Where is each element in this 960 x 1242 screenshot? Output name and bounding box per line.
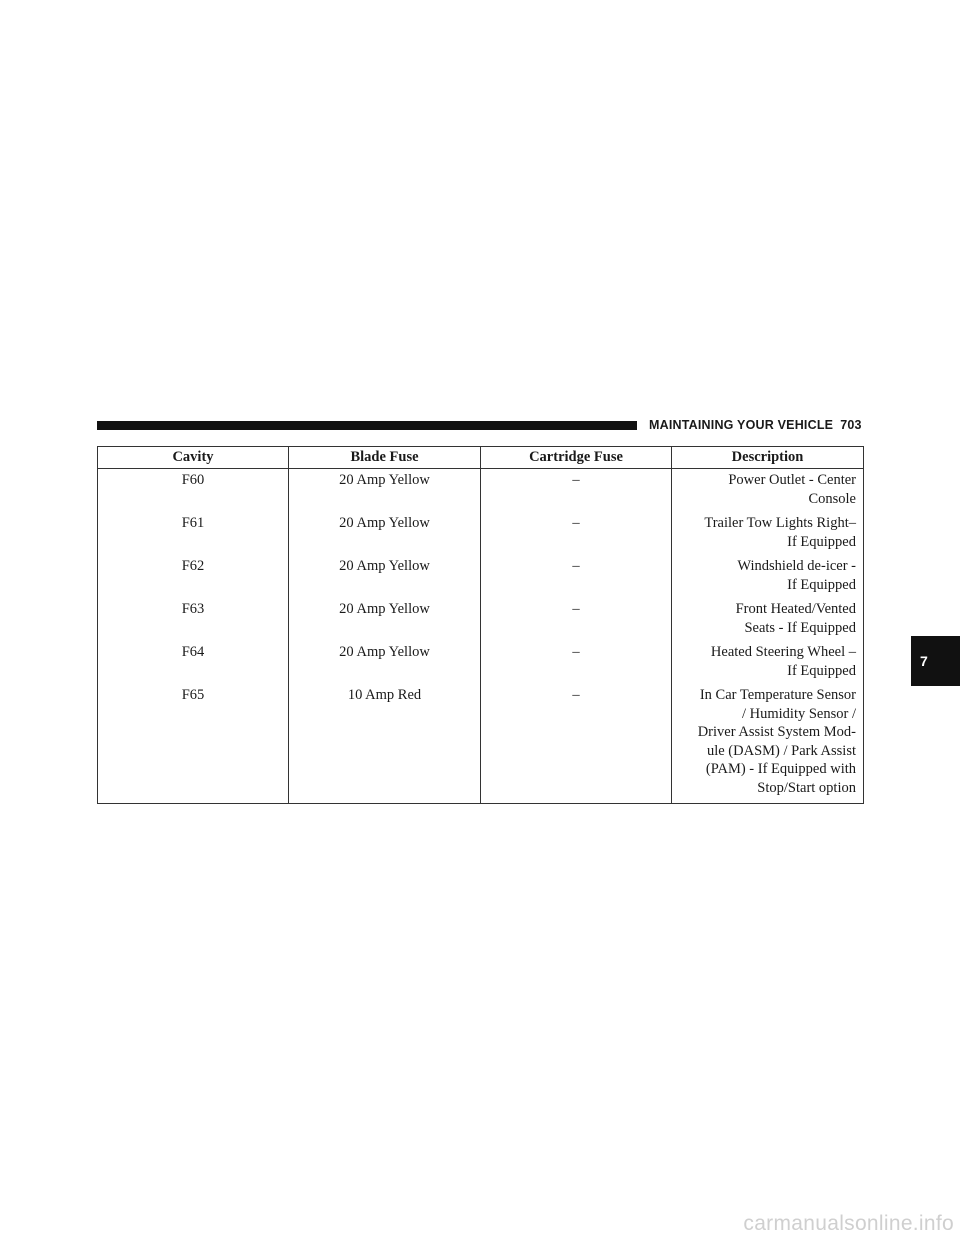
description-line: Windshield de-icer -: [737, 558, 856, 574]
description-line: Front Heated/Vented: [735, 601, 856, 617]
table-row: [98, 641, 864, 684]
cell-blade-fuse: 20 Amp Yellow: [289, 512, 481, 555]
cell-cartridge-fuse: –: [481, 684, 672, 804]
cell-description: [672, 555, 864, 598]
cell-description: [672, 684, 864, 804]
description-line: Console: [808, 490, 856, 507]
description-line: If Equipped: [787, 576, 856, 593]
chapter-tab: 7: [911, 636, 960, 686]
description-line: Stop/Start option: [757, 779, 856, 796]
cell-cartridge-fuse: –: [481, 512, 672, 555]
table-header-row: [98, 447, 864, 469]
watermark: carmanualsonline.info: [743, 1212, 954, 1235]
table-row: [98, 512, 864, 555]
cell-blade-fuse: 20 Amp Yellow: [289, 598, 481, 641]
cell-cartridge-fuse: –: [481, 641, 672, 684]
cell-cavity: F65: [98, 684, 289, 804]
cell-cavity: F60: [98, 469, 289, 513]
column-header-blade-fuse: Blade Fuse: [289, 447, 481, 469]
column-header-cartridge-fuse: Cartridge Fuse: [481, 447, 672, 469]
cell-description: [672, 598, 864, 641]
cell-blade-fuse: 20 Amp Yellow: [289, 469, 481, 513]
cell-cartridge-fuse: –: [481, 598, 672, 641]
column-header-description: Description: [672, 447, 864, 469]
header-rule: [97, 421, 637, 430]
description-line: (PAM) - If Equipped with: [705, 761, 856, 777]
page-number: 703: [840, 418, 862, 432]
description-line: In Car Temperature Sensor: [699, 687, 856, 703]
table-body: [98, 469, 864, 804]
cell-cavity: F62: [98, 555, 289, 598]
cell-description: [672, 641, 864, 684]
cell-cartridge-fuse: –: [481, 555, 672, 598]
description-line: / Humidity Sensor /: [742, 705, 856, 722]
description-line: If Equipped: [787, 533, 856, 550]
column-header-cavity: Cavity: [98, 447, 289, 469]
section-title: MAINTAINING YOUR VEHICLE: [649, 418, 834, 432]
description-line: Trailer Tow Lights Right–: [704, 515, 856, 531]
cell-cavity: F63: [98, 598, 289, 641]
table-row: [98, 598, 864, 641]
cell-cavity: F61: [98, 512, 289, 555]
description-line: Power Outlet - Center: [728, 472, 856, 488]
cell-description: [672, 512, 864, 555]
running-header: [649, 418, 862, 432]
description-line: If Equipped: [787, 662, 856, 679]
description-line: ule (DASM) / Park Assist: [706, 742, 856, 759]
cell-cartridge-fuse: –: [481, 469, 672, 513]
table-row: [98, 555, 864, 598]
cell-cavity: F64: [98, 641, 289, 684]
description-line: Driver Assist System Mod-: [697, 724, 856, 740]
cell-blade-fuse: 20 Amp Yellow: [289, 555, 481, 598]
cell-description: [672, 469, 864, 513]
description-line: Seats - If Equipped: [744, 619, 856, 636]
description-line: Heated Steering Wheel –: [710, 644, 856, 660]
table-row: [98, 469, 864, 513]
table-row: [98, 684, 864, 804]
cell-blade-fuse: 20 Amp Yellow: [289, 641, 481, 684]
fuse-table: [97, 446, 864, 804]
cell-blade-fuse: 10 Amp Red: [289, 684, 481, 804]
